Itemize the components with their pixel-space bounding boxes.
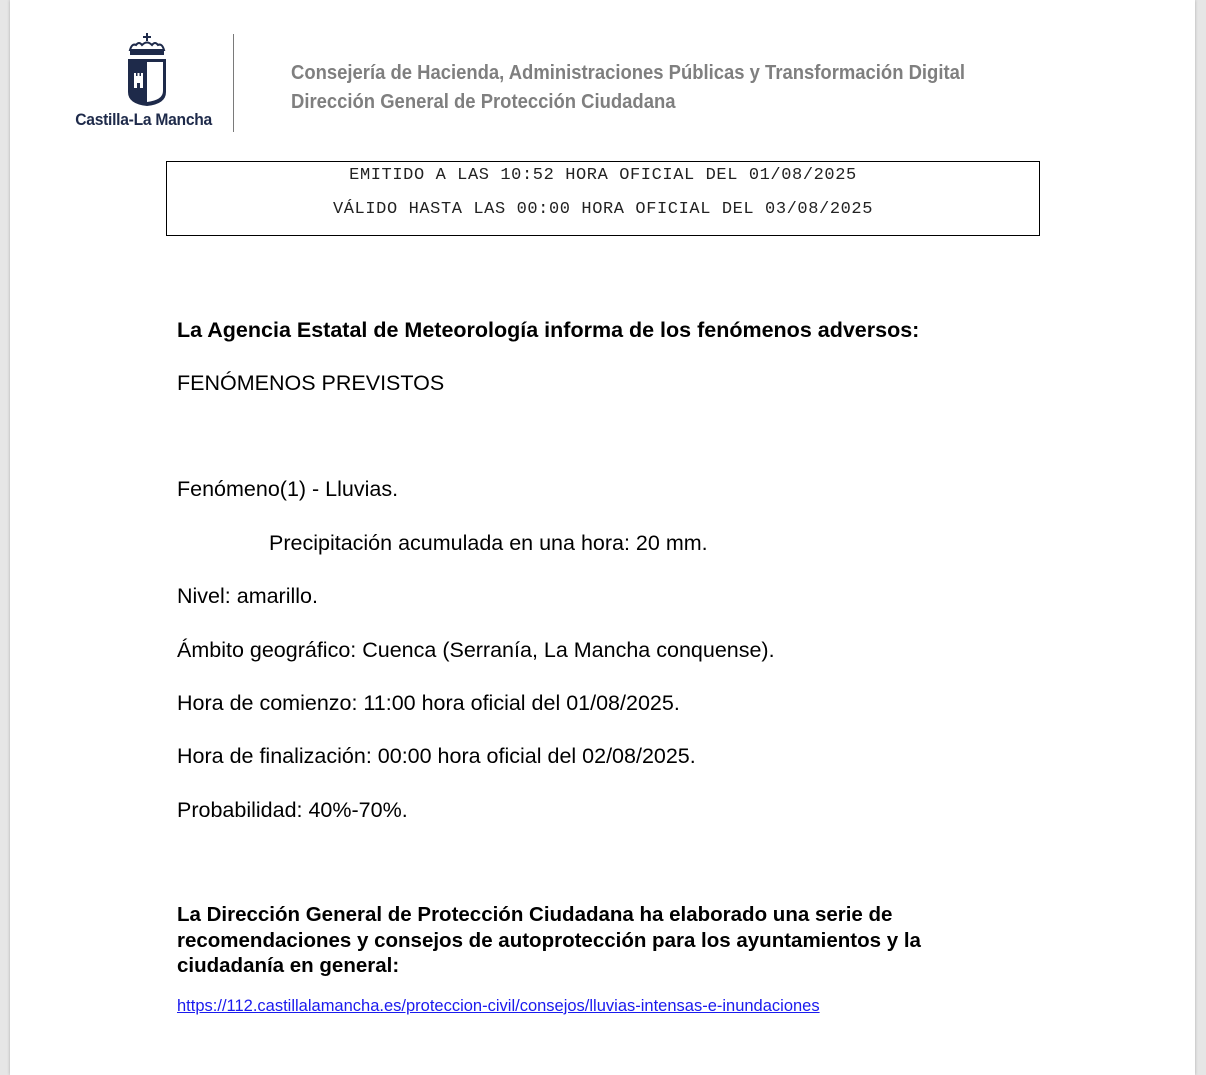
crown-shield-icon: [122, 32, 172, 108]
issued-time: EMITIDO A LAS 10:52 HORA OFICIAL DEL 01/08/2025: [349, 166, 857, 185]
area-line: Ámbito geográfico: Cuenca (Serranía, La Mancha conquense).: [177, 638, 775, 662]
document-page: [10, 0, 1195, 1075]
section-title: FENÓMENOS PREVISTOS: [177, 371, 445, 395]
probability-line: Probabilidad: 40%-70%.: [177, 798, 408, 822]
intro-heading: La Agencia Estatal de Meteorología informa de los fenómenos adversos:: [177, 318, 920, 342]
phenomenon-line: Fenómeno(1) - Lluvias.: [177, 477, 399, 501]
validity-box: [166, 161, 1040, 236]
logo-wordmark: Castilla-La Mancha: [75, 110, 212, 129]
precipitation-line: Precipitación acumulada en una hora: 20 mm.: [269, 531, 708, 555]
start-time-line: Hora de comienzo: 11:00 hora oficial del 01/08/2025.: [177, 691, 680, 715]
directorate-name: Dirección General de Protección Ciudadana: [291, 90, 676, 113]
level-line: Nivel: amarillo.: [177, 584, 318, 608]
valid-until-time: VÁLIDO HASTA LAS 00:00 HORA OFICIAL DEL 03/08/2025: [332, 200, 874, 219]
castilla-la-mancha-logo: [70, 30, 230, 135]
end-time-line: Hora de finalización: 00:00 hora oficial del 02/08/2025.: [177, 744, 696, 768]
department-name: Consejería de Hacienda, Administraciones Públicas y Transformación Digital: [291, 61, 965, 84]
recommendations-paragraph: La Dirección General de Protección Ciudadana ha elaborado una serie de recomendaciones y consejos de autoprotección para los ayuntamientos y la ciudadanía en general:: [177, 903, 921, 977]
header-divider: [233, 34, 234, 132]
recommendations-link[interactable]: https://112.castillalamancha.es/proteccion-civil/consejos/lluvias-intensas-e-inundaciones: [177, 997, 820, 1015]
department-header: [291, 58, 965, 116]
